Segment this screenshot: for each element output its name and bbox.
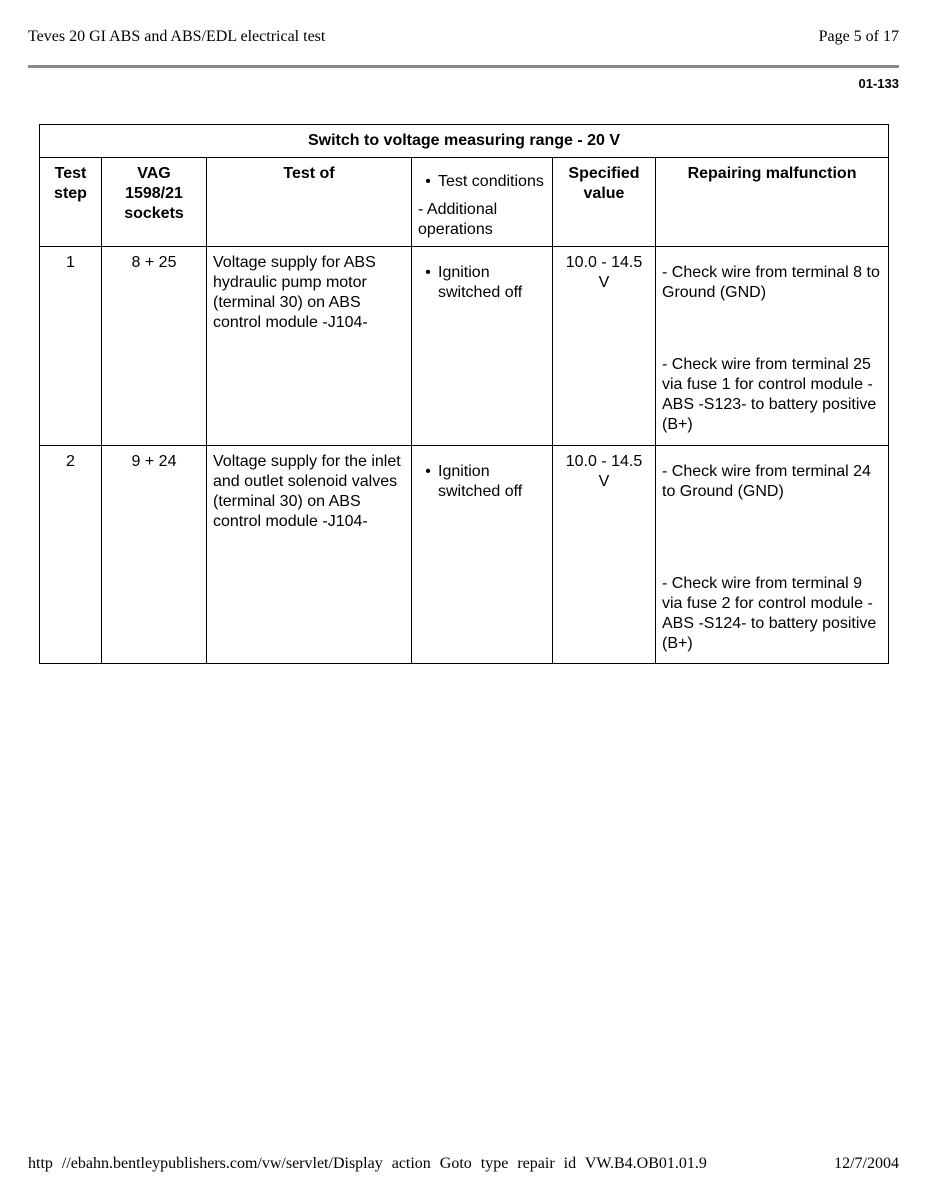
row-sockets: 9 + 24: [102, 446, 207, 664]
conditions-label: Test conditions: [438, 173, 544, 190]
col-header-step: Test step: [40, 158, 102, 247]
bullet-icon: •: [425, 463, 431, 480]
col-header-test-of: Test of: [207, 158, 412, 247]
col-header-sockets: VAG 1598/21 sockets: [102, 158, 207, 247]
row-repair: [656, 446, 889, 664]
row-step: 1: [40, 247, 102, 446]
bullet-icon: •: [425, 264, 431, 281]
row-spec: 10.0 - 14.5 V: [553, 247, 656, 446]
row-test-of: Voltage supply for the inlet and outlet solenoid valves (terminal 30) on ABS control module -J104-: [207, 446, 412, 664]
table-row: [40, 247, 889, 446]
document-title: Teves 20 GI ABS and ABS/EDL electrical test: [28, 28, 326, 45]
col-header-repair: Repairing malfunction: [656, 158, 889, 247]
condition-bullet: [418, 462, 546, 502]
row-test-of: Voltage supply for ABS hydraulic pump motor (terminal 30) on ABS control module -J104-: [207, 247, 412, 446]
repair-step-1: - Check wire from terminal 24 to Ground (GND): [662, 463, 871, 500]
document-number: 01-133: [858, 76, 899, 91]
repair-step-1: - Check wire from terminal 8 to Ground (GND): [662, 264, 880, 301]
repair-step-2: - Check wire from terminal 9 via fuse 2 for control module - ABS -S124- to battery positive (B+): [662, 575, 877, 652]
page-indicator: Page 5 of 17: [818, 28, 899, 45]
header-divider: [28, 65, 899, 68]
column-header-row: [40, 158, 889, 247]
condition-text: Ignition switched off: [438, 264, 523, 301]
repair-step-2: - Check wire from terminal 25 via fuse 1 for control module - ABS -S123- to battery positive (B+): [662, 356, 877, 433]
range-heading-row: [40, 125, 889, 158]
additional-operations-label: - Additional operations: [418, 201, 498, 238]
table-row: [40, 446, 889, 664]
repair-gap: [662, 303, 882, 355]
row-step: 2: [40, 446, 102, 664]
row-spec: 10.0 - 14.5 V: [553, 446, 656, 664]
repair-gap: [662, 502, 882, 574]
col-header-spec: Specified value: [553, 158, 656, 247]
range-heading: Switch to voltage measuring range - 20 V: [40, 125, 889, 158]
row-repair: [656, 247, 889, 446]
row-condition: [412, 446, 553, 664]
row-sockets: 8 + 25: [102, 247, 207, 446]
condition-bullet: [418, 263, 546, 303]
condition-text: Ignition switched off: [438, 463, 523, 500]
footer-date: 12/7/2004: [834, 1155, 899, 1172]
col-header-conditions: [412, 158, 553, 247]
electrical-test-table: [39, 124, 889, 664]
bullet-icon: •: [425, 173, 431, 190]
conditions-bullet: [418, 172, 546, 192]
row-condition: [412, 247, 553, 446]
footer-url: http //ebahn.bentleypublishers.com/vw/servlet/Display action Goto type repair id VW.B4.OB01.01.9: [28, 1155, 707, 1172]
